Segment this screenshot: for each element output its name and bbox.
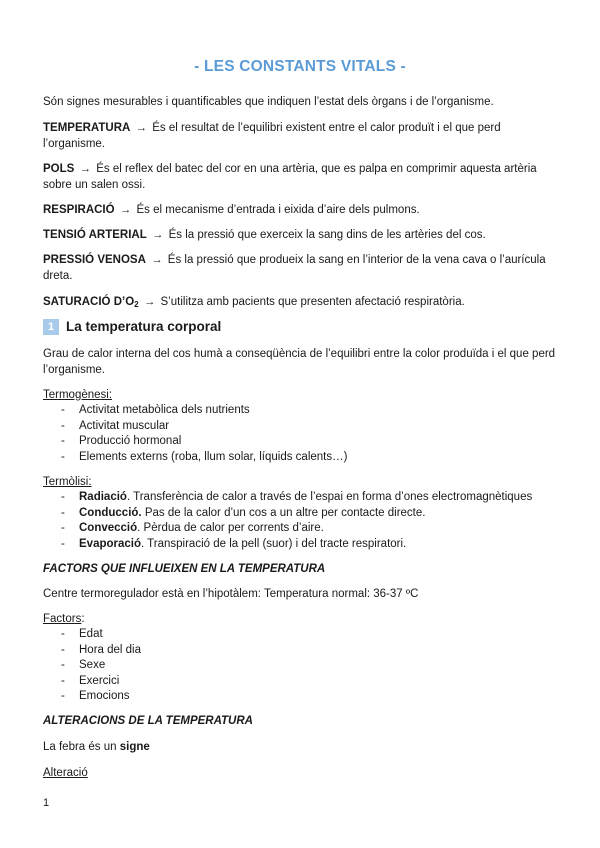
intro-paragraph: Són signes mesurables i quantificables que indiquen l’estat dels òrgans i de l’organisme.	[43, 96, 494, 108]
arrow-icon: →	[119, 204, 132, 216]
arrow-icon: →	[151, 229, 164, 241]
definition-text: És el resultat de l’equilibri existent entre el calor produït i el que perd l’organisme.	[43, 122, 501, 150]
termolisi-list	[43, 490, 558, 552]
definition-term: POLS	[43, 163, 75, 175]
list-item: - Activitat metabòlica dels nutrients	[43, 403, 558, 419]
list-item: - Producció hormonal	[43, 434, 558, 450]
factors-label: Factors	[43, 613, 82, 625]
definition-text: És la pressió que exerceix la sang dins de les artèries del cos.	[168, 229, 486, 241]
list-item: - Exercici	[43, 674, 558, 690]
definition-text: S’utilitza amb pacients que presenten afectació respiratòria.	[160, 296, 465, 308]
termogenesi-label: Termogènesi:	[43, 389, 113, 401]
list-item: - Sexe	[43, 658, 558, 674]
factors-block	[43, 611, 558, 705]
alteracions-heading: ALTERACIONS DE LA TEMPERATURA	[43, 715, 253, 727]
alteracio-label: Alteració	[43, 767, 88, 779]
definition-text: És la pressió que produeix la sang en l’interior de la vena cava o l’aurícula dreta.	[43, 254, 546, 282]
list-item: - Conducció. Pas de la calor d’un cos a un altre per contacte directe.	[43, 506, 558, 522]
definition-term: SATURACIÓ $D’O_2$	[43, 296, 139, 309]
definition-term: PRESSIÓ VENOSA	[43, 254, 146, 266]
list-item: - Activitat muscular	[43, 419, 558, 435]
section-heading	[43, 319, 558, 335]
list-item: - Elements externs (roba, llum solar, líquids calents…)	[43, 450, 558, 466]
definition-pressio-venosa	[43, 252, 558, 284]
definition-term: TEMPERATURA	[43, 122, 131, 134]
centre-termoregulador-text: Centre termoregulador està en l’hipotàlem: Temperatura normal: 36-37 ºC	[43, 588, 419, 600]
section-number-badge: 1	[43, 319, 59, 335]
termolisi-block	[43, 474, 558, 552]
list-item: - Hora del dia	[43, 643, 558, 659]
definition-respiracio	[43, 202, 558, 218]
temperature-definition: Grau de calor interna del cos humà a conseqüència de l’equilibri entre la color produïda i el que perd l’organisme.	[43, 348, 556, 376]
definition-term: TENSIÓ ARTERIAL	[43, 229, 147, 241]
list-item: - Edat	[43, 627, 558, 643]
definition-text: És el reflex del batec del cor en una artèria, que es palpa en comprimir aquesta artèria sobre un salen ossi.	[43, 163, 537, 191]
termolisi-label: Termòlisi:	[43, 476, 92, 488]
factors-list	[43, 627, 558, 705]
termogenesi-block	[43, 387, 558, 465]
arrow-icon: →	[151, 254, 163, 266]
definition-tensio-arterial	[43, 227, 558, 243]
list-item: - Evaporació. Transpiració de la pell (suor) i del tracte respiratori.	[43, 537, 558, 553]
febra-text: La febra és un signe	[43, 741, 150, 753]
definition-pols	[43, 161, 558, 193]
arrow-icon: →	[135, 122, 148, 134]
list-item: - Emocions	[43, 689, 558, 705]
list-item: - Convecció. Pèrdua de calor per corrents d’aire.	[43, 521, 558, 537]
page-number: 1	[43, 797, 50, 809]
page-title: - LES CONSTANTS VITALS -	[194, 58, 406, 75]
definition-text: És el mecanisme d’entrada i eixida d’aire dels pulmons.	[136, 204, 420, 216]
factors-heading: FACTORS QUE INFLUEIXEN EN LA TEMPERATURA	[43, 563, 326, 575]
factors-label-line: Factors:	[43, 613, 85, 625]
section-title: La temperatura corporal	[66, 319, 222, 334]
list-item: - Radiació. Transferència de calor a través de l’espai en forma d’ones electromagnètiques	[43, 490, 558, 506]
arrow-icon: →	[79, 163, 92, 175]
definition-term: RESPIRACIÓ	[43, 204, 115, 216]
definition-saturacio	[43, 294, 558, 313]
definition-temperatura	[43, 120, 558, 152]
arrow-icon: →	[143, 296, 156, 308]
termogenesi-list	[43, 403, 558, 465]
